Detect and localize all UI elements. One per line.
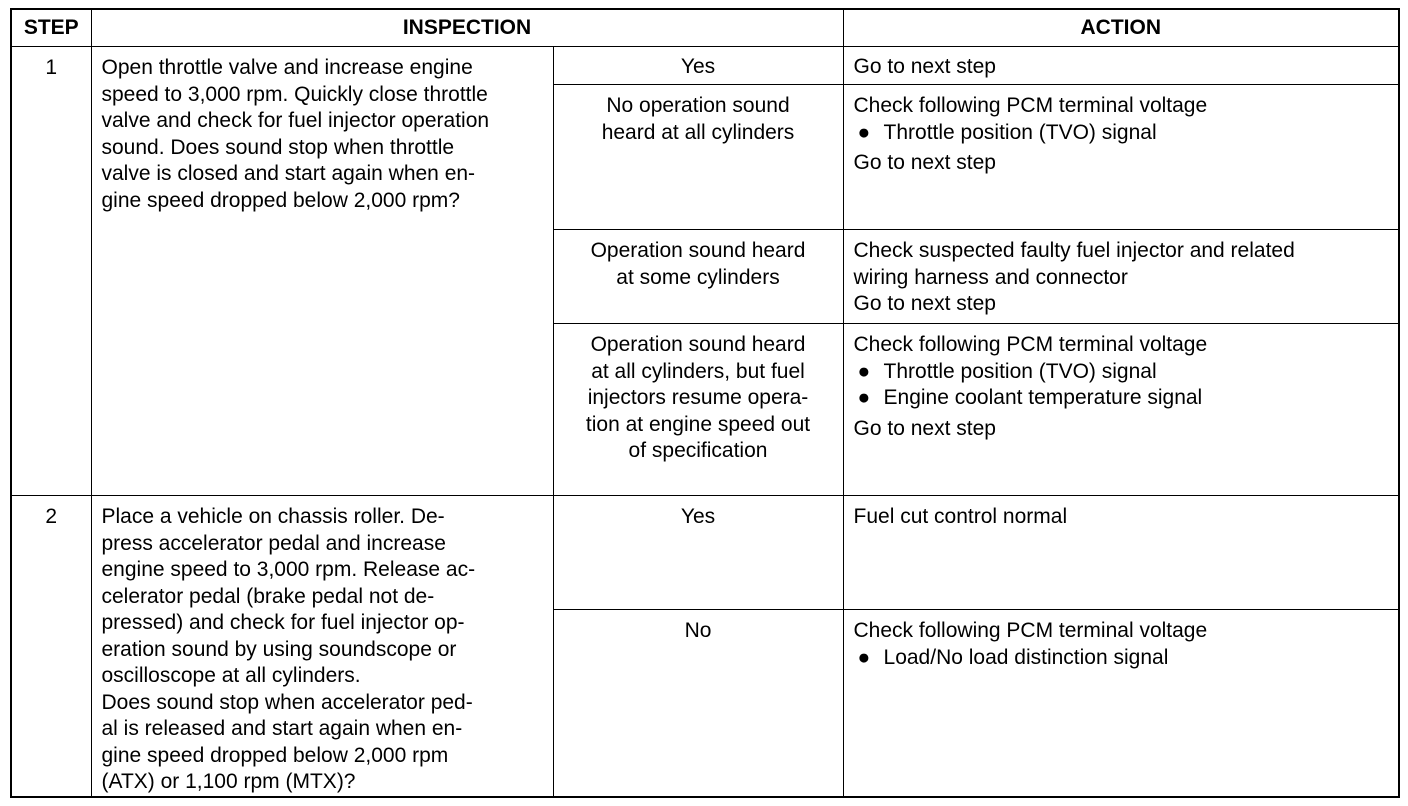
action-line: wiring harness and connector [853,265,1128,289]
result-condition [553,324,843,496]
action-line: Go to next step [853,292,996,315]
result-condition [553,496,843,610]
action-line: Fuel cut control normal [853,505,1068,528]
bullet-icon: ● [857,359,871,383]
result-action [843,47,1399,85]
condition-line: injectors resume opera- [587,386,809,409]
result-action [843,496,1399,610]
inspection-line: gine speed dropped below 2,000 rpm? [101,188,460,212]
inspection-line: eration sound by using soundscope or [101,637,457,661]
condition-line: Yes [680,505,716,528]
header-inspection: INSPECTION [91,9,843,47]
bullet-text: Engine coolant temperature signal [883,386,1203,409]
action-line: Check following PCM terminal voltage [853,619,1208,643]
condition-line: Yes [680,55,716,78]
inspection-line: engine speed to 3,000 rpm. Release ac- [101,558,476,581]
action-bullet [854,645,1389,672]
action-line: Check suspected faulty fuel injector and related [853,239,1295,262]
header-step: STEP [11,9,91,47]
inspection-line: pressed) and check for fuel injector op- [101,611,465,634]
condition-line: tion at engine speed out [585,412,811,436]
condition-line: Operation sound heard [590,239,806,262]
action-line: Check following PCM terminal voltage [853,333,1208,356]
result-condition [553,230,843,324]
inspection-line: valve is closed and start again when en- [101,162,476,185]
inspection-line: valve and check for fuel injector operation [101,109,490,132]
inspection-line: press accelerator pedal and increase [101,531,446,555]
bullet-text: Throttle position (TVO) signal [883,120,1157,144]
inspection-line: speed to 3,000 rpm. Quickly close throttle [101,82,488,106]
result-action [843,85,1399,230]
inspection-line: al is released and start again when en- [101,717,463,740]
bullet-icon: ● [857,645,871,669]
condition-line: No [684,619,712,643]
action-line: Go to next step [853,416,996,440]
header-action: ACTION [843,9,1399,47]
action-line: Go to next step [853,55,996,78]
result-action [843,324,1399,496]
condition-line: heard at all cylinders [601,120,795,144]
result-action [843,230,1399,324]
action-bullet [854,359,1389,386]
header-row [11,9,1399,47]
inspection-text [91,496,553,797]
result-condition [553,47,843,85]
action-bullet [854,120,1389,147]
result-action [843,610,1399,797]
bullet-text: Throttle position (TVO) signal [883,359,1157,383]
step-number: 1 [11,47,91,496]
result-condition [553,85,843,230]
inspection-line: Does sound stop when accelerator ped- [101,690,473,714]
action-bullet [854,385,1389,412]
step-2-row-yes [11,496,1399,610]
action-line: Go to next step [853,151,996,174]
inspection-line: celerator pedal (brake pedal not de- [101,584,435,608]
action-line: Check following PCM terminal voltage [853,94,1208,117]
step-number: 2 [11,496,91,797]
step-1-row-yes [11,47,1399,85]
result-condition [553,610,843,797]
inspection-line: Place a vehicle on chassis roller. De- [101,505,445,528]
condition-line: No operation sound [606,94,790,117]
inspection-line: oscilloscope at all cylinders. [101,664,361,687]
bullet-icon: ● [857,386,871,409]
bullet-icon: ● [857,120,871,144]
diagnostic-table [10,8,1400,798]
bullet-text: Load/No load distinction signal [883,645,1169,669]
condition-line: at some cylinders [616,265,780,289]
inspection-line: (ATX) or 1,100 rpm (MTX)? [101,770,356,793]
inspection-text [91,47,553,496]
inspection-line: gine speed dropped below 2,000 rpm [101,743,449,767]
condition-line: of specification [628,439,768,462]
condition-line: at all cylinders, but fuel [591,359,805,383]
inspection-line: sound. Does sound stop when throttle [101,135,455,159]
condition-line: Operation sound heard [590,333,806,356]
inspection-line: Open throttle valve and increase engine [101,56,473,79]
